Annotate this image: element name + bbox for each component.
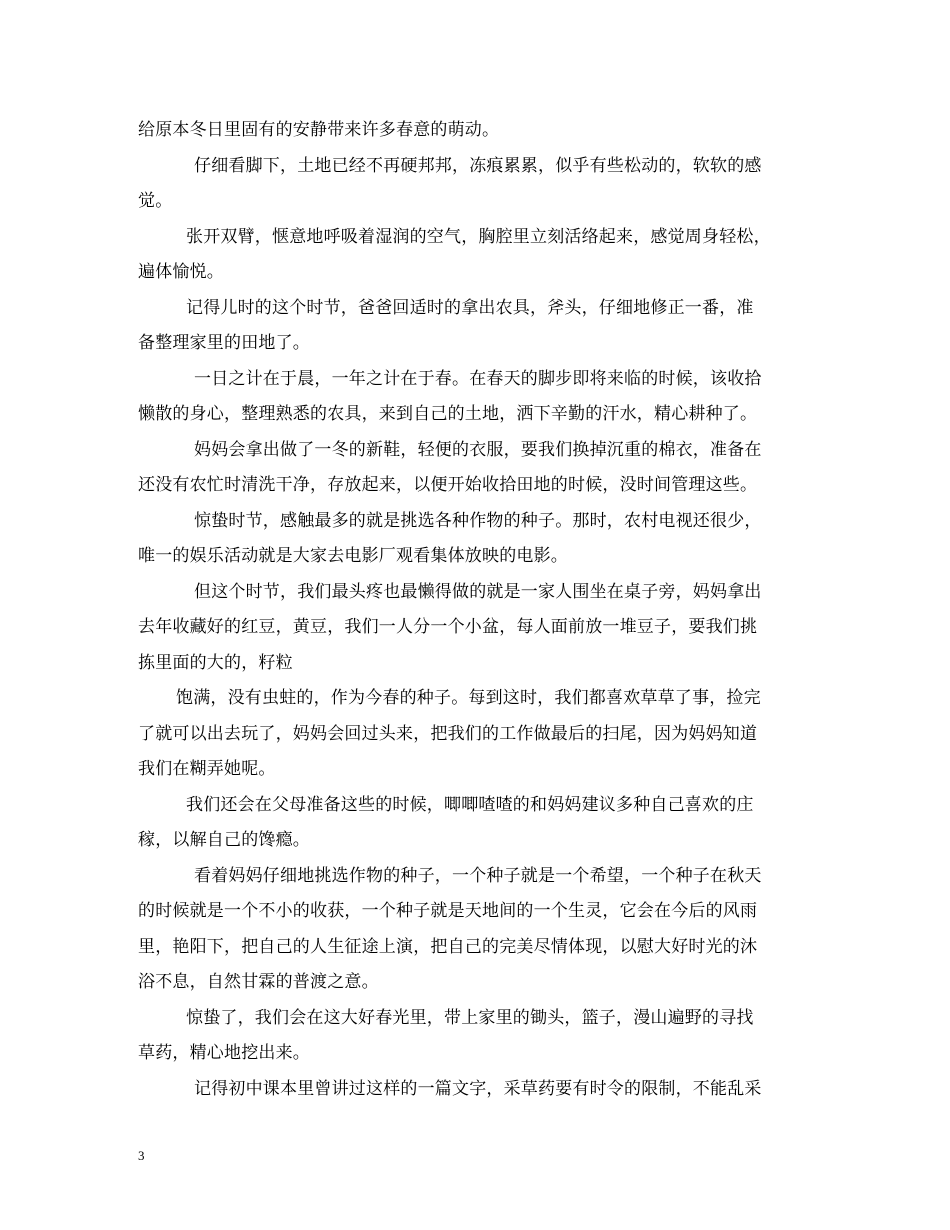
text-line: 觉。 [138, 191, 173, 211]
text-line: 遍体愉悦。 [138, 262, 224, 282]
text-line: 记得儿时的这个时节，爸爸回适时的拿出农具，斧头，仔细地修正一番，准 [186, 298, 754, 318]
text-line: 稼，以解自己的馋瘾。 [138, 830, 310, 850]
text-line: 里，艳阳下，把自己的人生征途上演，把自己的完美尽情体现，以慰大好时光的沐 [138, 937, 758, 957]
text-line: 看着妈妈仔细地挑选作物的种子，一个种子就是一个希望，一个种子在秋天 [194, 866, 762, 886]
text-line: 的时候就是一个不小的收获，一个种子就是天地间的一个生灵，它会在今后的风雨 [138, 901, 758, 921]
text-line: 记得初中课本里曾讲过这样的一篇文字，采草药要有时令的限制，不能乱采 [194, 1079, 762, 1099]
text-line: 了就可以出去玩了，妈妈会回过头来，把我们的工作做最后的扫尾，因为妈妈知道 [138, 724, 758, 744]
text-line: 草药，精心地挖出来。 [138, 1043, 310, 1063]
text-line: 浴不息，自然甘霖的普渡之意。 [138, 972, 379, 992]
text-line: 一日之计在于晨，一年之计在于春。在春天的脚步即将来临的时候，该收拾 [194, 369, 762, 389]
page-number: 3 [138, 1148, 145, 1163]
text-line: 给原本冬日里固有的安静带来许多春意的萌动。 [138, 120, 500, 140]
text-line: 惊蛰时节，感触最多的就是挑选各种作物的种子。那时，农村电视还很少， [194, 511, 762, 531]
text-line: 张开双臂，惬意地呼吸着湿润的空气，胸腔里立刻活络起来，感觉周身轻松， [186, 227, 771, 247]
text-line: 我们还会在父母准备这些的时候，唧唧喳喳的和妈妈建议多种自己喜欢的庄 [186, 795, 754, 815]
text-line: 唯一的娱乐活动就是大家去电影厂观看集体放映的电影。 [138, 546, 568, 566]
text-line: 饱满，没有虫蛀的，作为今春的种子。每到这时，我们都喜欢草草了事，捡完 [176, 688, 761, 708]
text-line: 但这个时节，我们最头疼也最懒得做的就是一家人围坐在桌子旁，妈妈拿出 [194, 582, 762, 602]
text-line: 拣里面的大的，籽粒 [138, 653, 293, 673]
text-line: 备整理家里的田地了。 [138, 333, 310, 353]
text-line: 去年收藏好的红豆，黄豆，我们一人分一个小盆，每人面前放一堆豆子，要我们挑 [138, 617, 758, 637]
text-line: 仔细看脚下，土地已经不再硬邦邦，冻痕累累，似乎有些松动的，软软的感 [194, 156, 762, 176]
text-line: 还没有农忙时清洗干净，存放起来，以便开始收拾田地的时候，没时间管理这些。 [138, 475, 758, 495]
text-line: 妈妈会拿出做了一冬的新鞋，轻便的衣服，要我们换掉沉重的棉衣，准备在 [194, 440, 762, 460]
text-line: 懒散的身心，整理熟悉的农具，来到自己的土地，洒下辛勤的汗水，精心耕种了。 [138, 404, 758, 424]
text-line: 我们在糊弄她呢。 [138, 759, 276, 779]
text-line: 惊蛰了，我们会在这大好春光里，带上家里的锄头，篮子，漫山遍野的寻找 [186, 1008, 754, 1028]
